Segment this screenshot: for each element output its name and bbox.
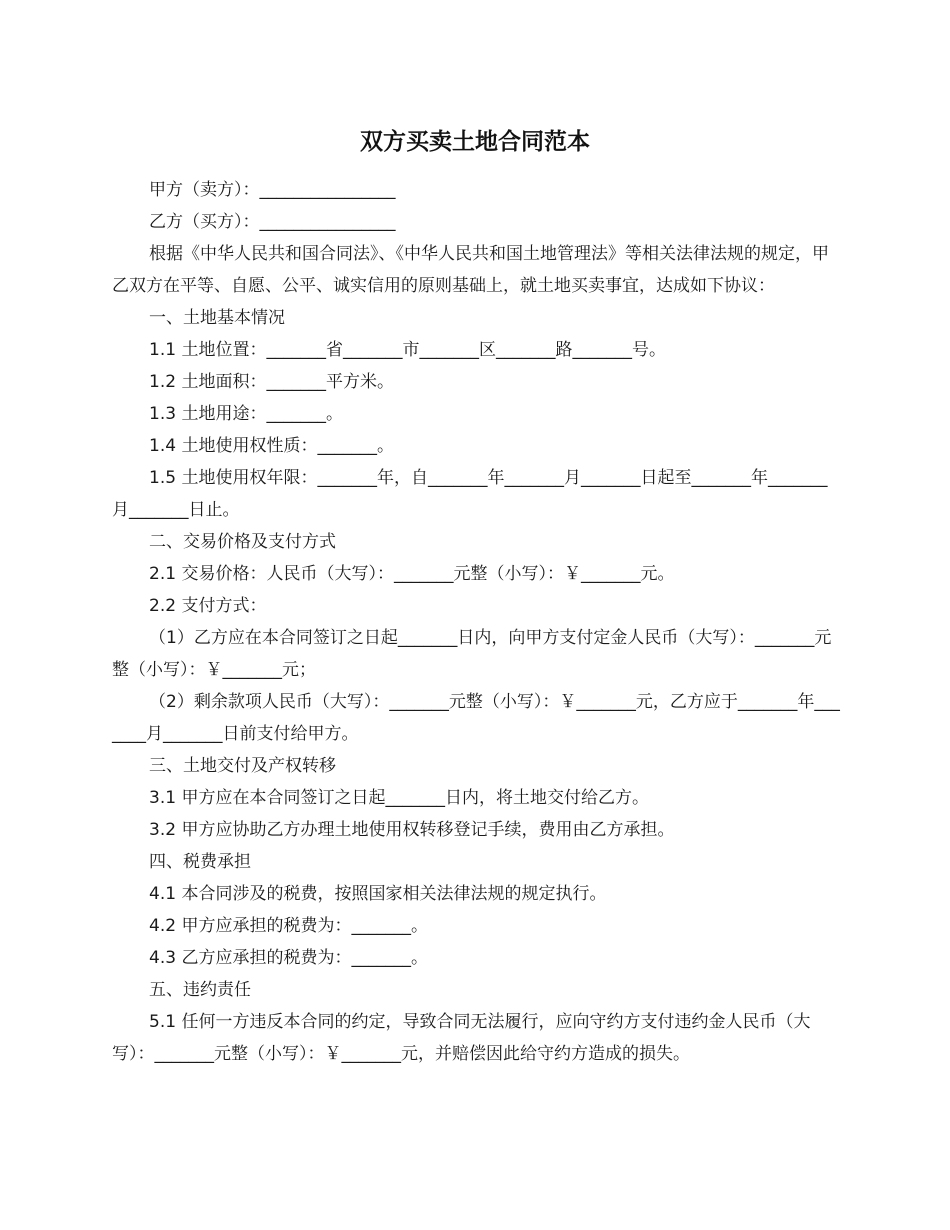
preamble-paragraph: 根据《中华人民共和国合同法》、《中华人民共和国土地管理法》等相关法律法规的规定，甲乙双方在平等、自愿、公平、诚实信用的原则基础上，就土地买卖事宜，达成如下协议： <box>112 244 829 296</box>
party-a-line: 甲方（卖方）：________________ <box>149 180 396 200</box>
party-b-line: 乙方（买方）：________________ <box>149 212 396 232</box>
section-heading-5: 五、违约责任 <box>149 980 251 1000</box>
clause-1-2: 1.2 土地面积：_______平方米。 <box>149 372 394 392</box>
clause-4-1: 4.1 本合同涉及的税费，按照国家相关法律法规的规定执行。 <box>149 884 607 904</box>
section-heading-4: 四、税费承担 <box>149 852 251 872</box>
clause-4-3: 4.3 乙方应承担的税费为：_______。 <box>149 948 428 968</box>
clause-1-5: 1.5 土地使用权年限：_______年，自_______年_______月_______日起至_______年_______月_______日止。 <box>112 468 828 520</box>
clause-1-1: 1.1 土地位置：_______省_______市_______区_______路_______号。 <box>149 340 666 360</box>
document-title: 双方买卖土地合同范本 <box>360 129 590 155</box>
clause-3-2: 3.2 甲方应协助乙方办理土地使用权转移登记手续，费用由乙方承担。 <box>149 820 675 840</box>
clause-1-4: 1.4 土地使用权性质：_______。 <box>149 436 394 456</box>
document-body <box>112 174 842 1070</box>
clause-2-2-item-1: （1）乙方应在本合同签订之日起_______日内，向甲方支付定金人民币（大写）：_______元整（小写）：￥_______元； <box>112 628 832 680</box>
section-heading-1: 一、土地基本情况 <box>149 308 285 328</box>
clause-5-1: 5.1 任何一方违反本合同的约定，导致合同无法履行，应向守约方支付违约金人民币（大写）：_______元整（小写）：￥_______元，并赔偿因此给守约方造成的损失。 <box>112 1012 811 1064</box>
clause-3-1: 3.1 甲方应在本合同签订之日起_______日内，将土地交付给乙方。 <box>149 788 649 808</box>
clause-2-2: 2.2 支付方式： <box>149 596 267 616</box>
clause-2-2-item-2: （2）剩余款项人民币（大写）：_______元整（小写）：￥_______元，乙方应于_______年_______月_______日前支付给甲方。 <box>112 692 840 744</box>
section-heading-3: 三、土地交付及产权转移 <box>149 756 336 776</box>
clause-1-3: 1.3 土地用途：_______。 <box>149 404 343 424</box>
clause-4-2: 4.2 甲方应承担的税费为：_______。 <box>149 916 428 936</box>
section-heading-2: 二、交易价格及支付方式 <box>149 532 336 552</box>
clause-2-1: 2.1 交易价格：人民币（大写）：_______元整（小写）：￥_______元。 <box>149 564 675 584</box>
